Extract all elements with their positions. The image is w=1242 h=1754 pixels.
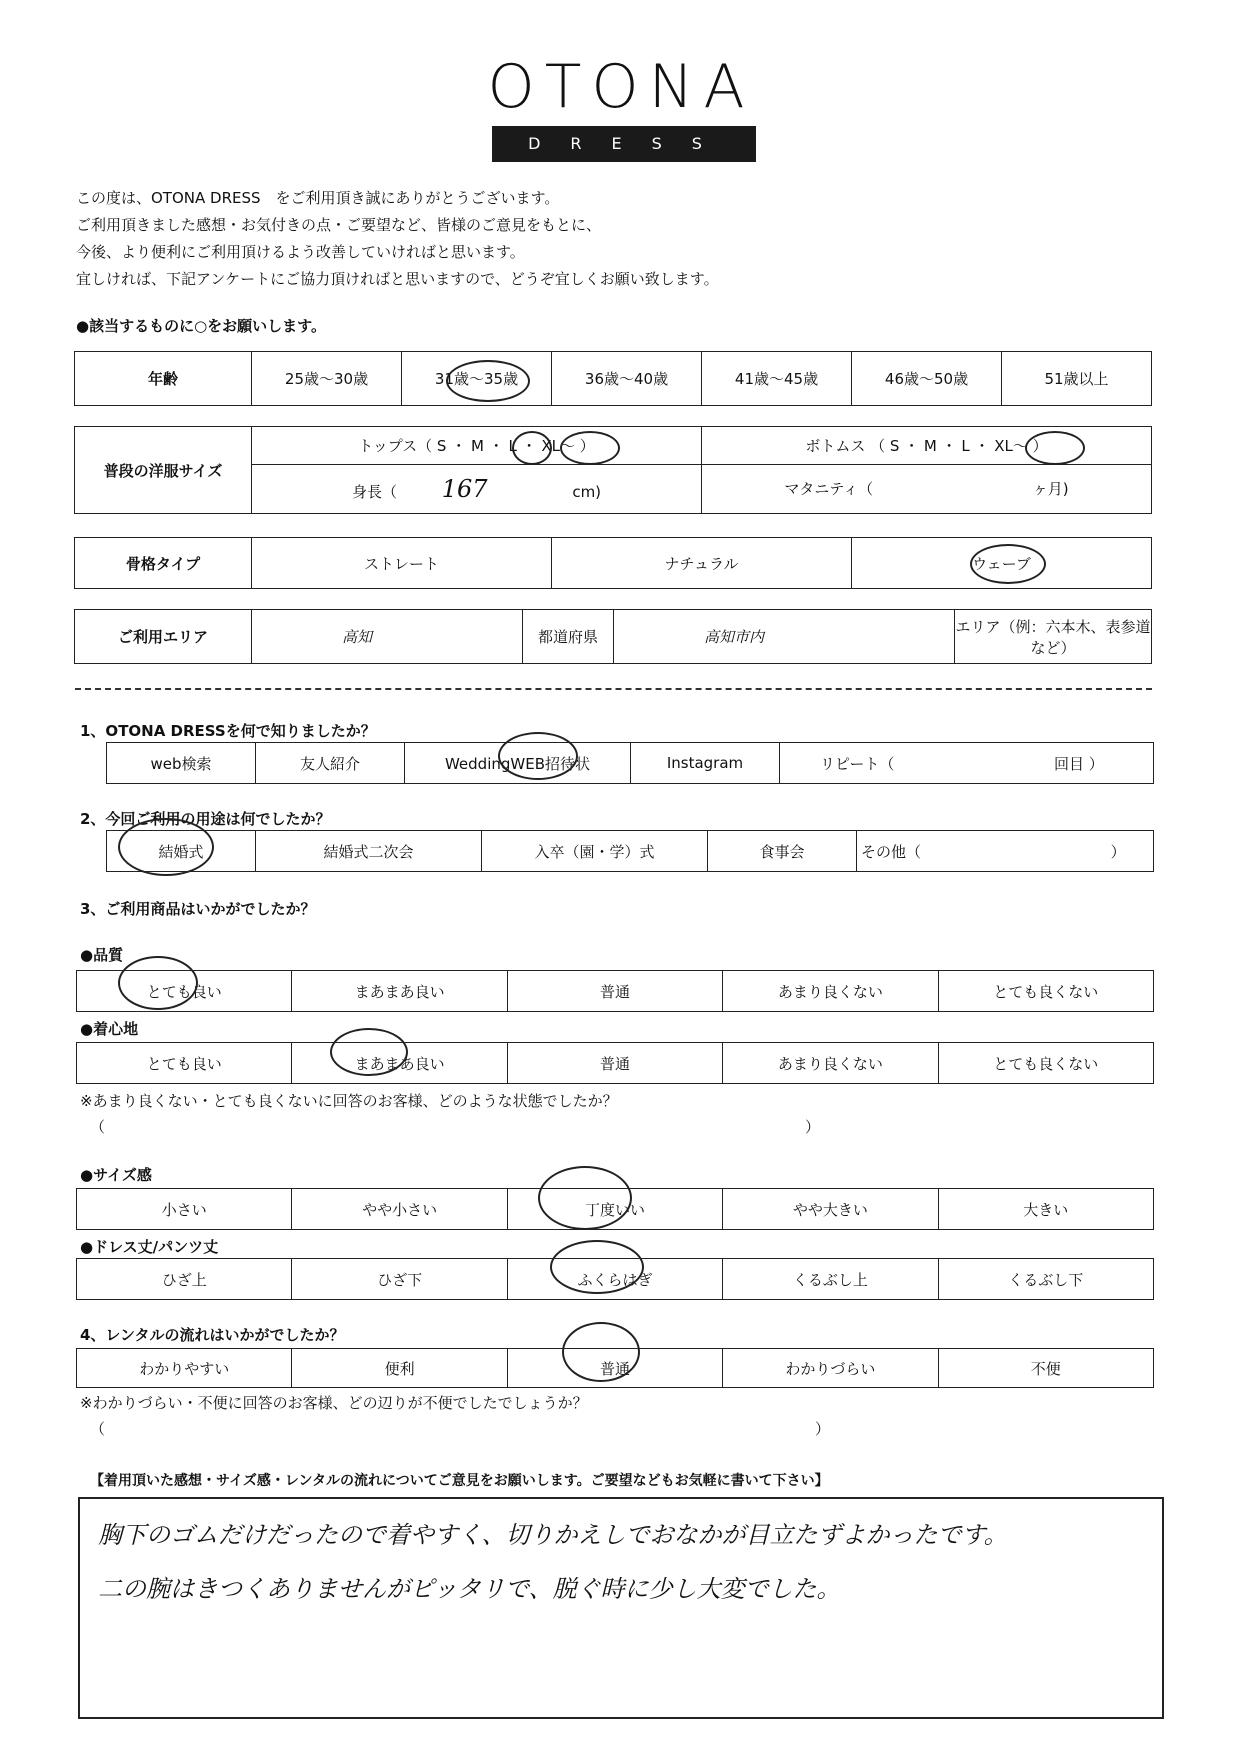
selection-circle	[498, 732, 578, 780]
intro-line: 今後、より便利にご利用頂けるよう改善していければと思います。	[76, 243, 525, 261]
size-label: 普段の洋服サイズ	[75, 427, 252, 514]
q2-option[interactable]: 入卒（園・学）式	[482, 831, 708, 872]
body-type-option[interactable]: ストレート	[252, 538, 552, 589]
size-feel-option[interactable]: やや大きい	[723, 1189, 938, 1230]
q1-option[interactable]: web検索	[107, 743, 256, 784]
q2-other-close: ）	[1110, 842, 1126, 861]
q1-repeat-unit: 回目 ）	[1053, 754, 1104, 773]
area-value[interactable]: 高知市内	[614, 610, 955, 664]
q1-repeat[interactable]	[780, 743, 1154, 784]
quality-option[interactable]: とても良い	[77, 971, 292, 1012]
intro-line: 宜しければ、下記アンケートにご協力頂ければと思いますので、どうぞ宜しくお願い致します。	[76, 270, 719, 288]
q2-other[interactable]	[857, 831, 1154, 872]
comment-line: 二の腕はきつくありませんがピッタリで、脱ぐ時に少し大変でした。	[98, 1575, 841, 1603]
divider	[75, 688, 1152, 690]
selection-circle	[446, 360, 530, 402]
q1-option[interactable]: Instagram	[631, 743, 780, 784]
selection-circle	[1025, 431, 1085, 465]
maternity-label: マタニティ（	[784, 480, 874, 499]
maternity-unit: ヶ月)	[1032, 480, 1069, 499]
q2-title: 2、今回ご利用の用途は何でしたか？	[80, 810, 331, 828]
length-option[interactable]: くるぶし下	[938, 1259, 1153, 1300]
q1-option[interactable]: WeddingWEB招待状	[405, 743, 631, 784]
age-table	[74, 351, 1152, 406]
comfort-note-close: ）	[805, 1118, 821, 1136]
body-type-option[interactable]: ウェーブ	[852, 538, 1152, 589]
q2-option[interactable]: 結婚式	[107, 831, 256, 872]
age-option[interactable]: 25歳〜30歳	[252, 352, 402, 406]
size-feel-option[interactable]: 小さい	[77, 1189, 292, 1230]
comfort-note: ※あまり良くない・とても良くないに回答のお客様、どのような状態でしたか？	[80, 1092, 618, 1110]
height-label: 身長（	[351, 482, 397, 501]
q3-title: 3、ご利用商品はいかがでしたか？	[80, 900, 316, 918]
q2-other-label: その他（	[861, 842, 922, 861]
comfort-table	[76, 1042, 1154, 1084]
size-feel-option[interactable]: 大きい	[938, 1189, 1153, 1230]
selection-circle	[538, 1166, 632, 1230]
size-feel-option[interactable]: 丁度いい	[507, 1189, 722, 1230]
comfort-option[interactable]: とても良い	[77, 1043, 292, 1084]
intro-line: この度は、OTONA DRESS をご利用頂き誠にありがとうございます。	[76, 189, 560, 207]
size-feel-option[interactable]: やや小さい	[292, 1189, 507, 1230]
q1-title: 1、OTONA DRESSを何で知りましたか？	[80, 722, 376, 740]
length-option[interactable]: ひざ下	[292, 1259, 507, 1300]
length-option[interactable]: くるぶし上	[723, 1259, 938, 1300]
q4-option[interactable]: 便利	[292, 1349, 507, 1388]
comfort-option[interactable]: とても良くない	[938, 1043, 1153, 1084]
size-feel-label: ●サイズ感	[80, 1166, 152, 1184]
selection-circle	[330, 1028, 408, 1076]
quality-table	[76, 970, 1154, 1012]
comfort-label: ●着心地	[80, 1020, 139, 1038]
area-label: ご利用エリア	[75, 610, 252, 664]
selection-circle	[118, 956, 198, 1010]
comfort-option[interactable]: まあまあ良い	[292, 1043, 507, 1084]
comfort-option[interactable]: 普通	[507, 1043, 722, 1084]
q4-note: ※わかりづらい・不便に回答のお客様、どの辺りが不便でしたでしょうか？	[80, 1394, 588, 1412]
tops-size[interactable]: トップス（ S ・ M ・ L ・ XL〜 ）	[252, 427, 702, 465]
length-label: ●ドレス丈/パンツ丈	[80, 1238, 219, 1256]
quality-option[interactable]: とても良くない	[938, 971, 1153, 1012]
age-label: 年齢	[75, 352, 252, 406]
bottoms-size[interactable]: ボトムス （ S ・ M ・ L ・ XL〜 ）	[702, 427, 1152, 465]
q2-option[interactable]: 食事会	[708, 831, 857, 872]
quality-option[interactable]: まあまあ良い	[292, 971, 507, 1012]
age-option[interactable]: 41歳〜45歳	[702, 352, 852, 406]
age-option[interactable]: 36歳〜40歳	[552, 352, 702, 406]
area-table	[74, 609, 1152, 664]
length-option[interactable]: ふくらはぎ	[507, 1259, 722, 1300]
q4-option[interactable]: 普通	[507, 1349, 722, 1388]
length-option[interactable]: ひざ上	[77, 1259, 292, 1300]
selection-circle	[512, 431, 552, 465]
brand-logo-subtitle: DRESS	[492, 126, 756, 162]
intro-text	[76, 185, 719, 293]
comments-box[interactable]	[78, 1497, 1164, 1719]
selection-circle	[970, 544, 1046, 584]
q2-option[interactable]: 結婚式二次会	[256, 831, 482, 872]
instruction: ●該当するものに○をお願いします。	[76, 317, 326, 335]
selection-circle	[550, 1240, 644, 1294]
comfort-note-open: （	[90, 1118, 106, 1136]
age-option[interactable]: 46歳〜50歳	[852, 352, 1002, 406]
area-example-label: エリア（例：六本木、表参道など）	[955, 610, 1152, 664]
comfort-option[interactable]: あまり良くない	[723, 1043, 938, 1084]
q1-option[interactable]: 友人紹介	[256, 743, 405, 784]
quality-label: ●品質	[80, 946, 124, 964]
q4-option[interactable]: わかりづらい	[723, 1349, 938, 1388]
brand-logo-title: OTONA	[487, 52, 755, 122]
q4-note-open: （	[90, 1420, 106, 1438]
prefecture-label: 都道府県	[523, 610, 614, 664]
maternity-field[interactable]	[702, 464, 1152, 513]
body-type-label: 骨格タイプ	[75, 538, 252, 589]
q4-note-close: ）	[815, 1420, 831, 1438]
body-type-option[interactable]: ナチュラル	[552, 538, 852, 589]
age-option[interactable]: 31歳〜35歳	[402, 352, 552, 406]
comments-title: 【着用頂いた感想・サイズ感・レンタルの流れについてご意見をお願いします。ご要望などもお気軽に書いて下さい】	[90, 1473, 829, 1489]
height-unit: cm)	[572, 482, 602, 501]
selection-circle	[118, 818, 214, 876]
prefecture-value[interactable]: 高知	[252, 610, 523, 664]
q4-option[interactable]: 不便	[938, 1349, 1153, 1388]
selection-circle	[562, 1322, 640, 1382]
q4-option[interactable]: わかりやすい	[77, 1349, 292, 1388]
height-field[interactable]	[252, 464, 702, 513]
height-value: 167	[441, 474, 488, 503]
quality-option[interactable]: 普通	[507, 971, 722, 1012]
q2-table	[106, 830, 1154, 872]
intro-line: ご利用頂きました感想・お気付きの点・ご要望など、皆様のご意見をもとに、	[76, 216, 602, 234]
age-option[interactable]: 51歳以上	[1002, 352, 1152, 406]
comment-line: 胸下のゴムだけだったので着やすく、切りかえしでおなかが目立たずよかったです。	[98, 1521, 1008, 1549]
selection-circle	[560, 431, 620, 465]
q1-table	[106, 742, 1154, 784]
q1-repeat-label: リピート（	[820, 754, 895, 773]
quality-option[interactable]: あまり良くない	[723, 971, 938, 1012]
q4-title: 4、レンタルの流れはいかがでしたか？	[80, 1326, 345, 1344]
